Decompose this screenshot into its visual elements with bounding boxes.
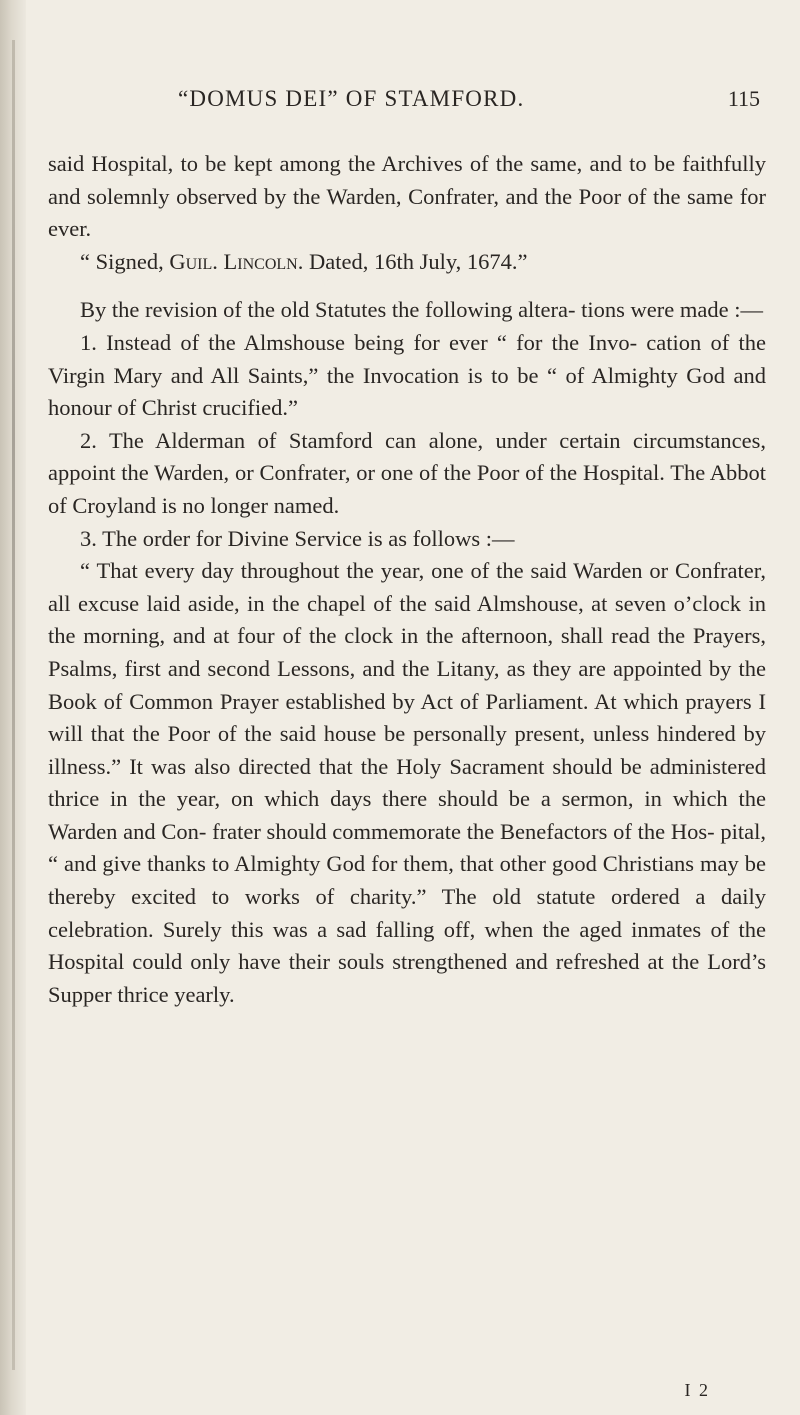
paragraph-revision: By the revision of the old Statutes the following altera- tions were made :— <box>80 297 763 323</box>
signed-line <box>48 246 766 279</box>
signature-mark: I 2 <box>684 1380 710 1400</box>
paragraph-item-3: 3. The order for Divine Service is as follows :— <box>80 525 515 551</box>
body-text <box>48 148 766 1011</box>
page-number: 115 <box>727 86 760 111</box>
paragraph-continuation: said Hospital, to be kept among the Archives of the same, and to be faithfully and solemnly observed by the Warden, Confrater, and the Poor of the same for ever. <box>48 151 766 242</box>
paragraph-item-2: 2. The Alderman of Stamford can alone, under certain circumstances, appoint the Warden, or Confrater, or one of the Poor of the Hospital. The Abbot of Croyland is no longer named. <box>48 427 766 518</box>
running-title: “DOMUS DEI” OF STAMFORD. <box>178 86 525 111</box>
paragraph-quotation: “ That every day throughout the year, one of the said Warden or Confrater, all excuse laid aside, in the chapel of the said Almshouse, at seven o’clock in the morning, and at four of the clock in the afternoon, shall read the Prayers, Psalms, first and second Lessons, and the Litany, as they are appointed by the Book of Common Prayer established by Act of Parliament. At which prayers I will that the Poor of the said house be personally present, unless hindered by illness.” It was also directed that the Holy Sacrament should be administered thrice in the year, on which days there should be a sermon, in which the Warden and Con- frater should commemorate the Benefactors of the Hos- pital, “ and give thanks to Almighty God for them, that other good Christians may be thereby excited to works of charity.” The old statute ordered a daily celebration. Surely this was a sad falling off, when the aged inmates of the Hospital could only have their souls strengthened and refreshed at the Lord’s Supper thrice yearly. <box>48 558 766 1007</box>
paragraph-item-1: 1. Instead of the Almshouse being for ever “ for the Invo- cation of the Virgin Mary and All Saints,” the Invocation is to be “ of Almighty God and honour of Christ crucified.” <box>48 329 766 421</box>
signatory-name: Guil. Lincoln. <box>169 248 304 274</box>
signed-date: Dated, 16th July, 1674.” <box>303 248 528 274</box>
signed-prefix: “ Signed, <box>80 248 170 274</box>
